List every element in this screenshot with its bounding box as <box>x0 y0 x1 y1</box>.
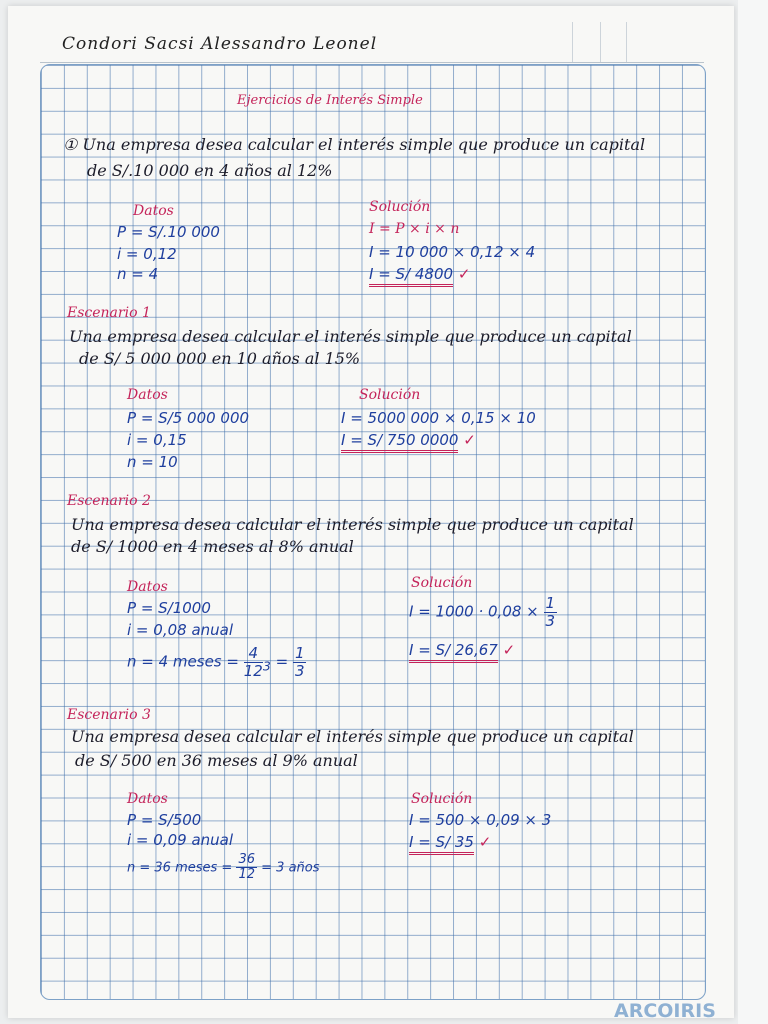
escenario3-n-fraction: $\frac{36}{12}$ <box>238 852 255 883</box>
check-mark-icon: ✓ <box>463 431 476 449</box>
escenario2-result-value: I = S/ 26,67 <box>409 641 498 663</box>
escenario1-solucion-label: Solución <box>359 387 421 403</box>
escenario3-datos-n: n = 36 meses = $\frac{36}{12}$ = 3 años <box>127 852 320 883</box>
escenario3-substitution: I = 500 × 0,09 × 3 <box>409 811 552 829</box>
escenario2-label: Escenario 2 <box>67 493 151 509</box>
escenario2-statement-line2: de S/ 1000 en 4 meses al 8% anual <box>71 537 354 556</box>
problem1-datos-n: n = 4 <box>117 265 159 283</box>
escenario1-label: Escenario 1 <box>67 305 151 321</box>
check-mark-icon: ✓ <box>457 265 471 283</box>
escenario2-substitution: I = 1000 · 0,08 × $\frac{1}{3}$ <box>409 594 556 630</box>
escenario2-datos-p: P = S/1000 <box>127 599 211 617</box>
graph-paper-grid <box>40 64 706 1000</box>
check-mark-icon: ✓ <box>502 641 516 659</box>
escenario3-label: Escenario 3 <box>67 707 151 723</box>
escenario1-datos-label: Datos <box>127 387 168 403</box>
arcoiris-logo: ARCOIRIS <box>614 1000 716 1022</box>
problem1-datos-i: i = 0,12 <box>117 245 177 263</box>
escenario2-datos-i: i = 0,08 anual <box>127 621 234 639</box>
escenario3-datos-p: P = S/500 <box>127 811 202 829</box>
escenario2-n-result-fraction: $\frac{1}{3}$ <box>294 644 305 680</box>
escenario2-statement-line1: Una empresa desea calcular el interés simple que produce un capital <box>71 515 634 534</box>
escenario2-solucion-fraction: $\frac{1}{3}$ <box>545 594 556 630</box>
escenario3-solucion-label: Solución <box>411 791 473 807</box>
escenario2-n-fraction: $\frac{4}{12}$ <box>243 644 263 680</box>
problem1-solucion-label: Solución <box>369 199 431 215</box>
escenario3-datos-n-text: n = 36 meses = <box>127 860 233 876</box>
problem1-datos-label: Datos <box>133 203 174 219</box>
escenario2-solucion-label: Solución <box>411 575 473 591</box>
escenario2-result <box>409 641 515 659</box>
escenario1-statement-line1: Una empresa desea calcular el interés simple que produce un capital <box>69 327 632 346</box>
escenario2-datos-n: n = 4 meses = $\frac{4}{12}$ $_3$ = $\frac{1}{3}$ <box>127 644 305 680</box>
escenario1-datos-i: i = 0,15 <box>127 431 187 449</box>
escenario1-datos-p: P = S/5 000 000 <box>127 409 250 427</box>
escenario3-statement-line1: Una empresa desea calcular el interés simple que produce un capital <box>71 727 634 746</box>
problem1-datos-p: P = S/.10 000 <box>117 223 220 241</box>
escenario1-substitution: I = 5000 000 × 0,15 × 10 <box>341 409 536 427</box>
escenario3-datos-label: Datos <box>127 791 168 807</box>
page-title: Ejercicios de Interés Simple <box>237 93 423 108</box>
problem1-result <box>369 265 470 283</box>
escenario3-statement-line2: de S/ 500 en 36 meses al 9% anual <box>75 751 358 770</box>
problem1-statement-line1: ① Una empresa desea calcular el interés simple que produce un capital <box>63 135 646 154</box>
escenario2-datos-label: Datos <box>127 579 168 595</box>
student-name: Condori Sacsi Alessandro Leonel <box>62 34 378 54</box>
escenario1-statement-line2: de S/ 5 000 000 en 10 años al 15% <box>79 349 361 368</box>
problem1-substitution: I = 10 000 × 0,12 × 4 <box>369 243 536 261</box>
escenario3-datos-i: i = 0,09 anual <box>127 831 234 849</box>
check-mark-icon: ✓ <box>478 833 492 851</box>
escenario1-result <box>341 431 476 449</box>
escenario3-result-value: I = S/ 35 <box>409 833 474 855</box>
problem1-formula: I = P × i × n <box>369 221 460 237</box>
problem1-statement-line2: de S/.10 000 en 4 años al 12% <box>87 161 333 180</box>
escenario3-result <box>409 833 491 851</box>
escenario1-result-value: I = S/ 750 0000 <box>341 431 458 453</box>
escenario2-datos-n-text: n = 4 meses = <box>127 652 239 671</box>
page-edge <box>738 0 768 1024</box>
escenario1-datos-n: n = 10 <box>127 453 178 471</box>
problem1-result-value: I = S/ 4800 <box>369 265 453 287</box>
